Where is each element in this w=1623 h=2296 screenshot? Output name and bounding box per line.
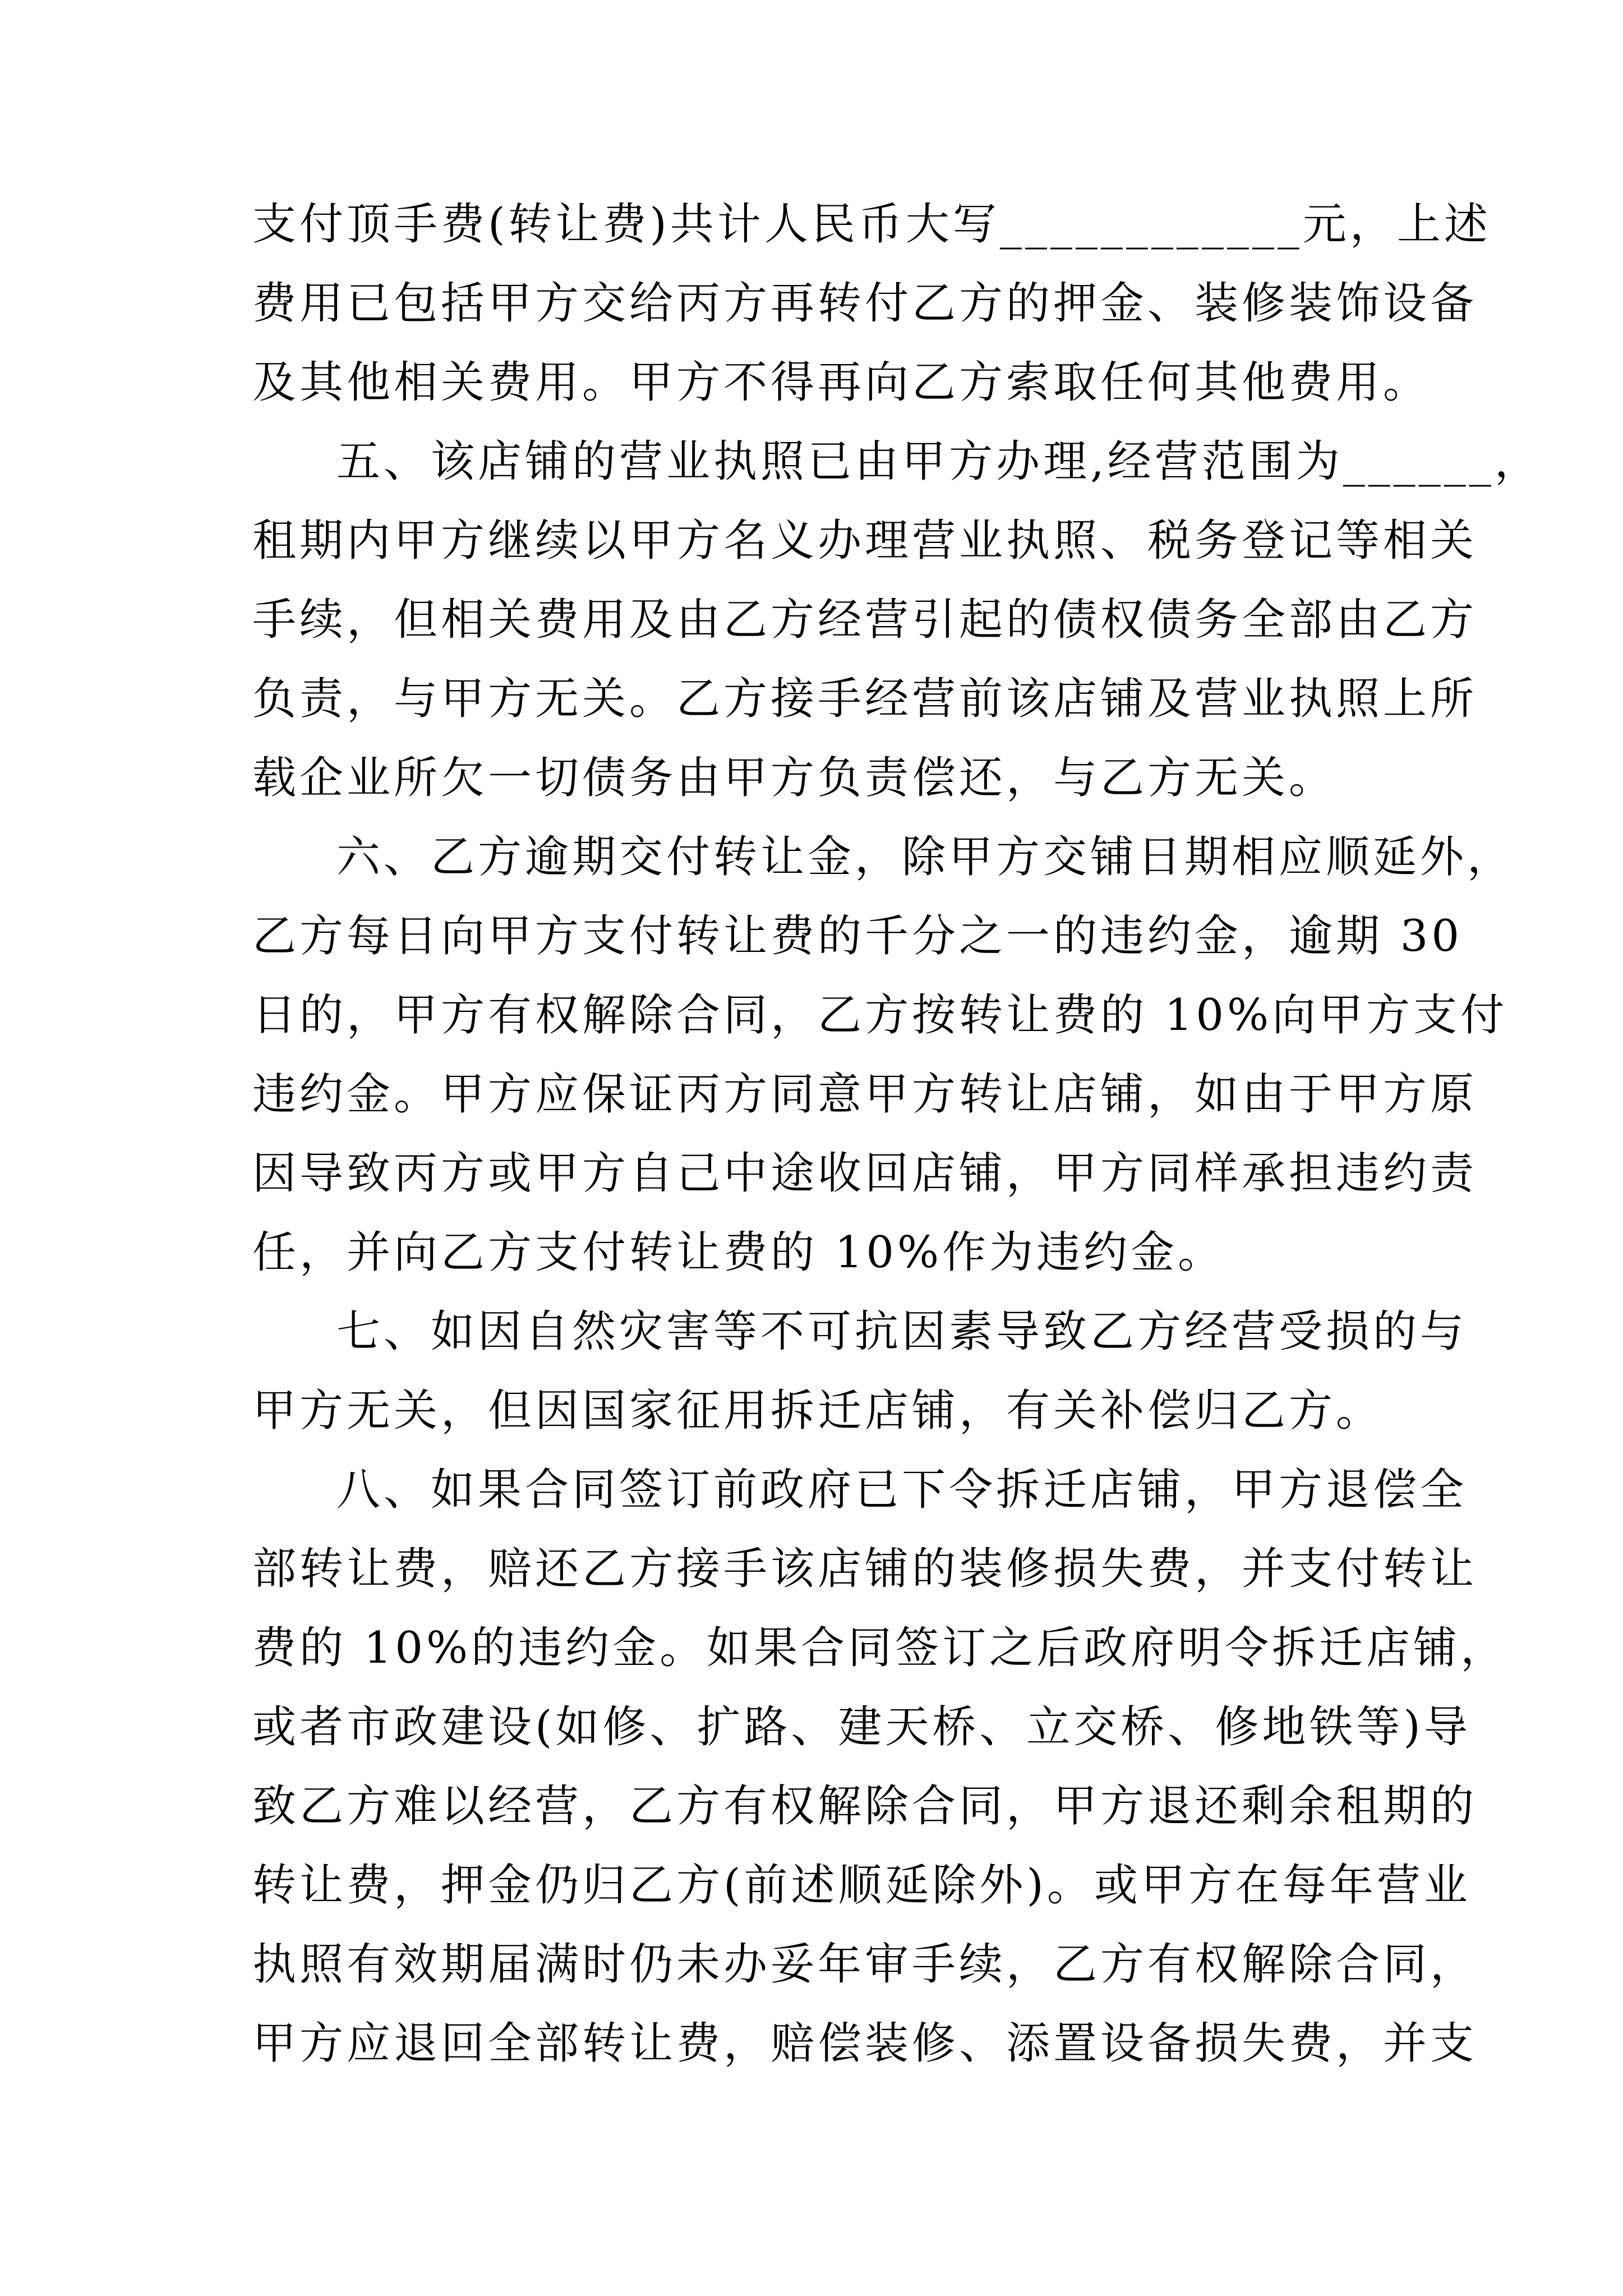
paragraph-start-line: 七、如因自然灾害等不可抗因素导致乙方经营受损的与	[336, 1306, 1468, 1357]
text-line: 任，并向乙方支付转让费的 10%作为违约金。	[252, 1227, 1225, 1278]
paragraph-start-line: 六、乙方逾期交付转让金，除甲方交铺日期相应顺延外，	[336, 832, 1515, 882]
text-line: 费用已包括甲方交给丙方再转付乙方的押金、装修装饰设备	[252, 278, 1478, 329]
text-line: 费的 10%的违约金。如果合同签订之后政府明令拆迁店铺，	[252, 1623, 1508, 1673]
text-line: 部转让费，赔还乙方接手该店铺的装修损失费，并支付转让	[252, 1544, 1478, 1594]
text-line: 违约金。甲方应保证丙方同意甲方转让店铺，如由于甲方原	[252, 1069, 1478, 1120]
text-line: 及其他相关费用。甲方不得再向乙方索取任何其他费用。	[252, 357, 1431, 408]
paragraph-start-line: 八、如果合同签订前政府已下令拆迁店铺，甲方退偿全	[336, 1465, 1468, 1515]
text-line: 乙方每日向甲方支付转让费的千分之一的违约金，逾期 30	[252, 911, 1463, 961]
text-line: 或者市政建设(如修、扩路、建天桥、立交桥、修地铁等)导	[252, 1702, 1471, 1752]
text-line: 日的，甲方有权解除合同，乙方按转让费的 10%向甲方支付	[252, 990, 1508, 1041]
text-line: 负责，与甲方无关。乙方接手经营前该店铺及营业执照上所	[252, 674, 1478, 724]
text-line: 转让费，押金仍归乙方(前述顺延除外)。或甲方在每年营业	[252, 1860, 1471, 1911]
text-line: 执照有效期届满时仍未办妥年审手续，乙方有权解除合同，	[252, 1939, 1478, 1990]
text-line: 载企业所欠一切债务由甲方负责偿还，与乙方无关。	[252, 753, 1336, 803]
text-line: 租期内甲方继续以甲方名义办理营业执照、税务登记等相关	[252, 516, 1478, 566]
text-line: 甲方应退回全部转让费，赔偿装修、添置设备损失费，并支	[252, 2018, 1478, 2069]
text-line: 因导致丙方或甲方自己中途收回店铺，甲方同样承担违约责	[252, 1148, 1478, 1199]
text-line: 甲方无关，但因国家征用拆迁店铺，有关补偿归乙方。	[252, 1386, 1384, 1436]
paragraph-start-line: 五、该店铺的营业执照已由甲方办理,经营范围为______，	[336, 436, 1542, 487]
text-line: 手续，但相关费用及由乙方经营引起的债权债务全部由乙方	[252, 595, 1478, 645]
text-line: 致乙方难以经营，乙方有权解除合同，甲方退还剩余租期的	[252, 1781, 1478, 1832]
text-line: 支付顶手费(转让费)共计人民币大写____________元，上述	[252, 199, 1491, 250]
